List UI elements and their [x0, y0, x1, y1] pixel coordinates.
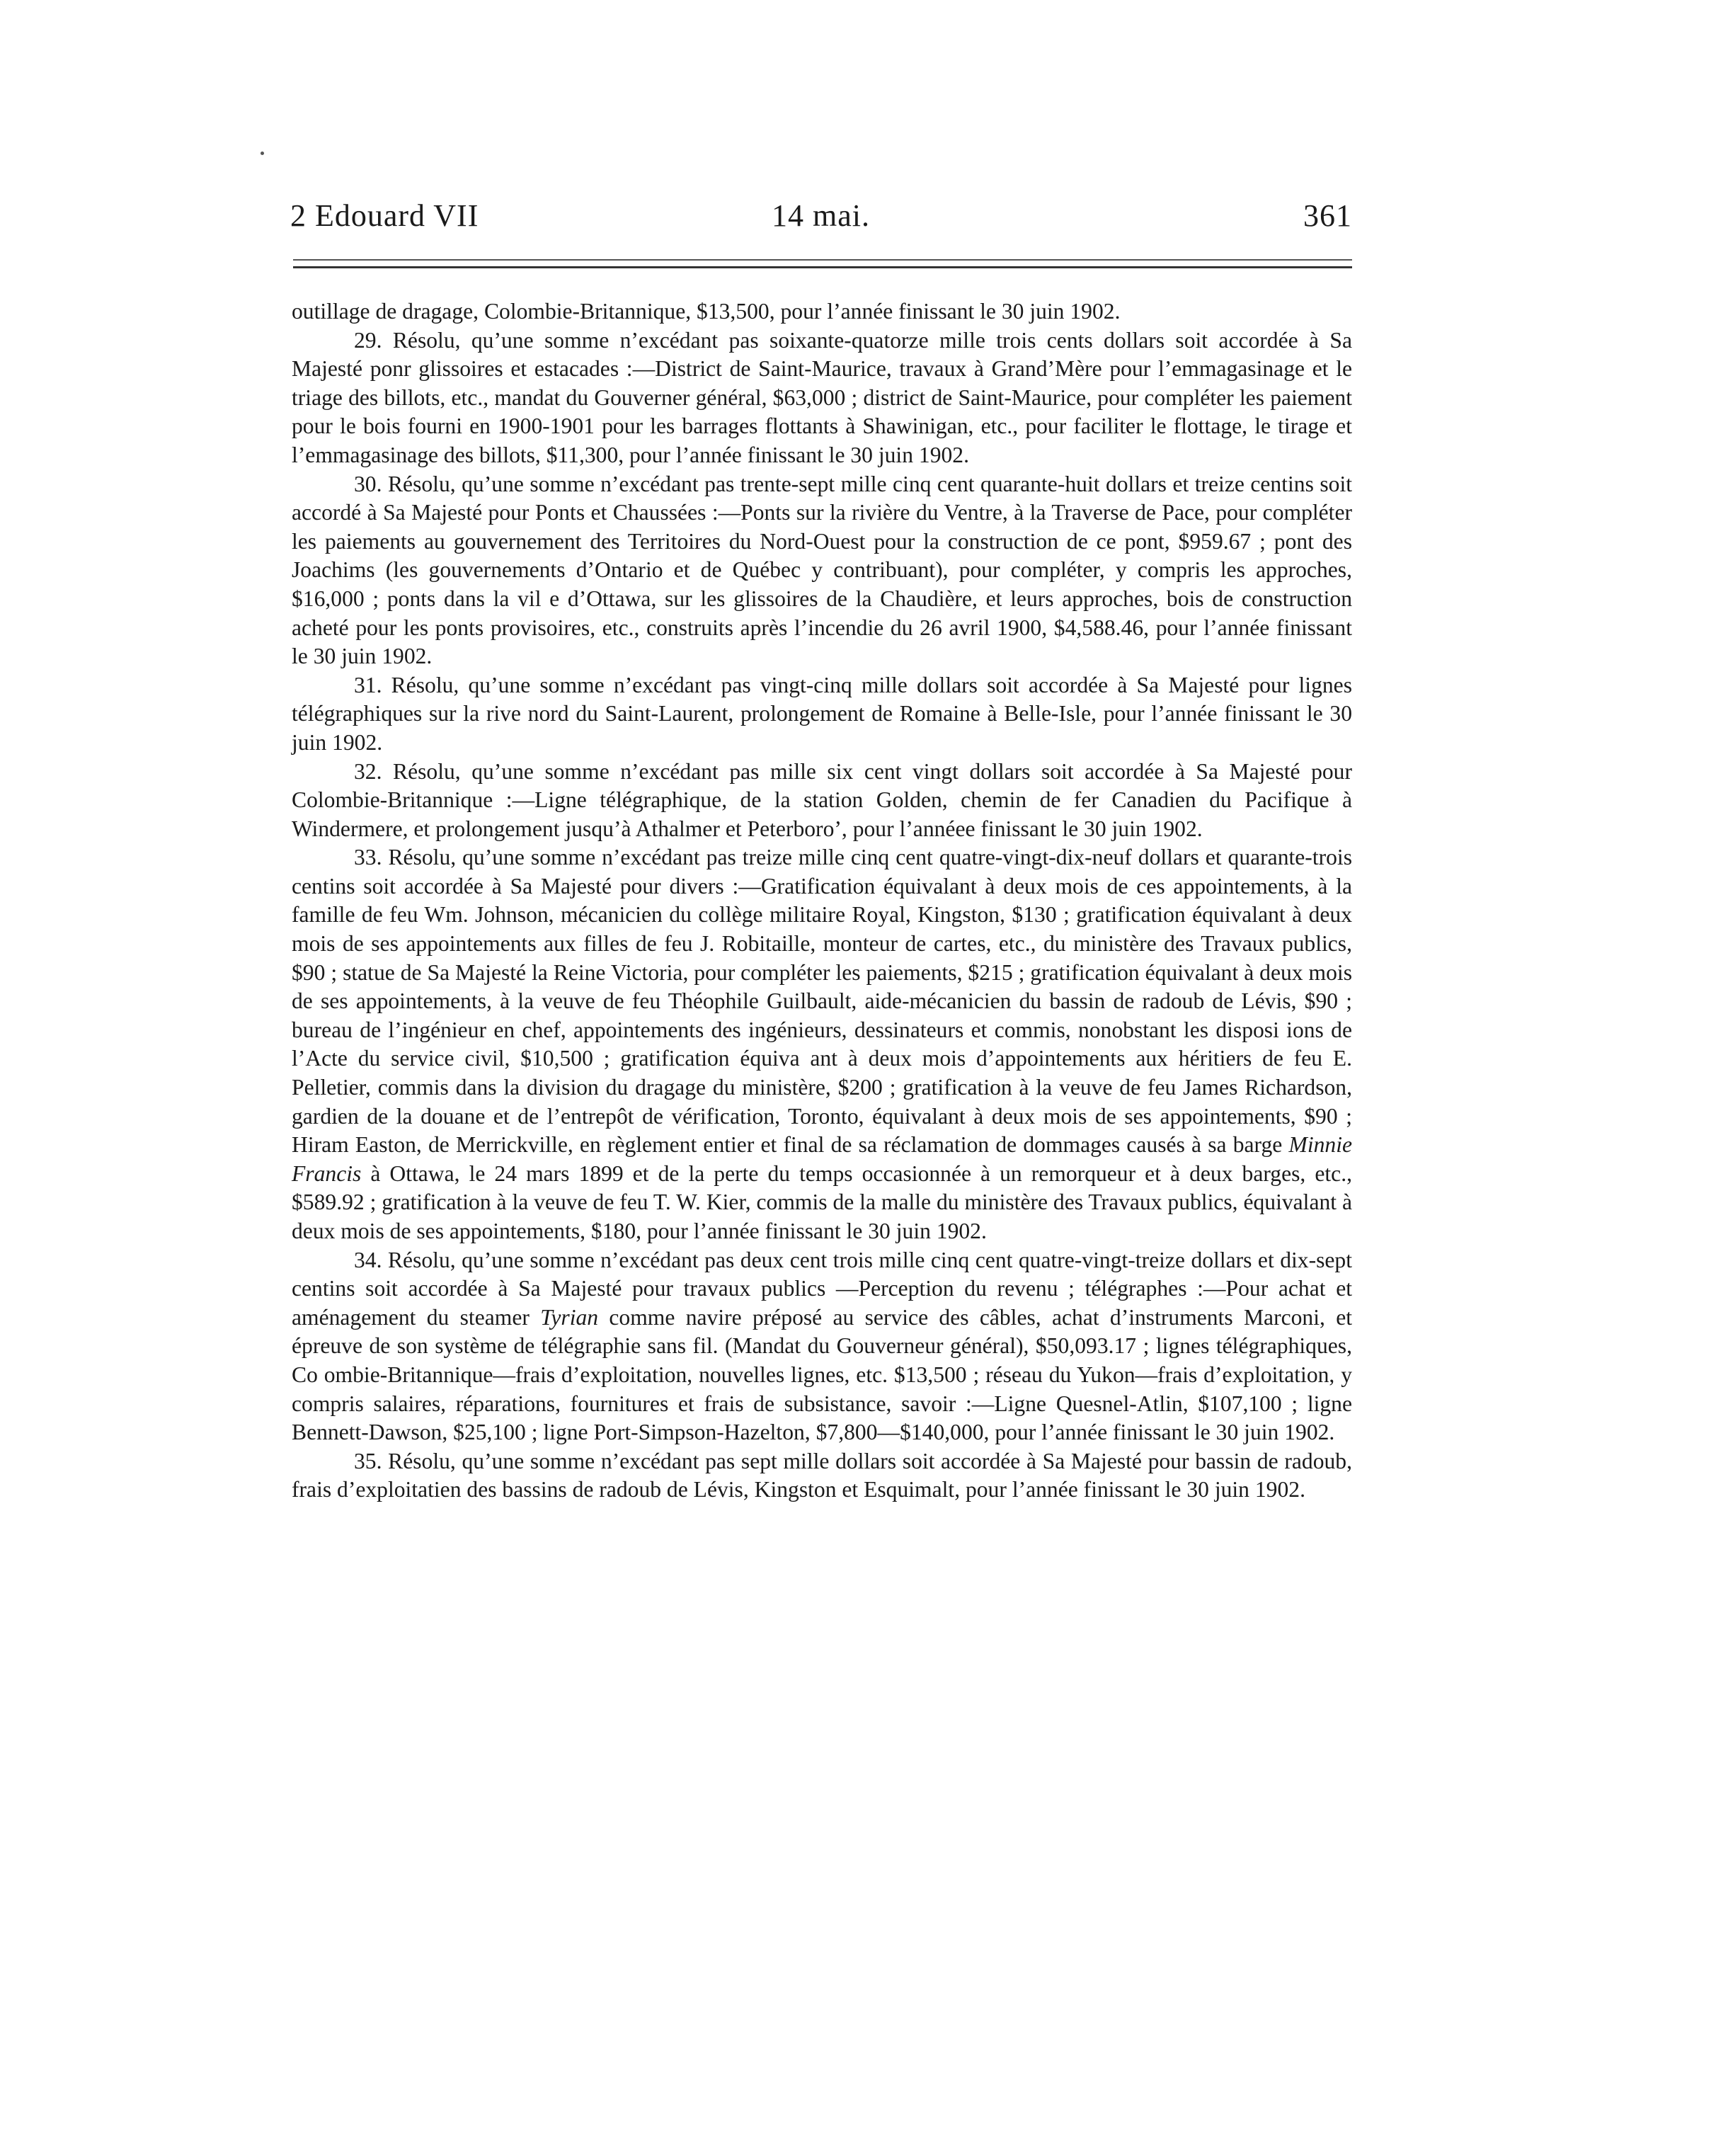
header-rule-thick: [293, 266, 1352, 268]
header-regnal-year: 2 Edouard VII: [290, 198, 479, 233]
vessel-name: Minnie Francis: [292, 1132, 1352, 1186]
resolution-30: 30. Résolu, qu’une somme n’excédant pas trente-sept mille cinq cent quarante-huit dollars et treize centins soit accordé à Sa Majesté pour Ponts et Chaussées :—Ponts sur la rivière du Ventre, à la Traverse de Pace, pour compléter les paiements au gouvernement des Territoires du Nord-Ouest pour la construction de ce pont, $959.67 ; pont des Joachims (les gouvernements d’Ontario et de Québec y contribuant), pour compléter, y compris les approches, $16,000 ; ponts dans la vil e d’Ottawa, sur les glissoires de la Chaudière, et leurs approches, bois de construction acheté pour les ponts provisoires, etc., construits après l’incendie du 26 avril 1900, $4,588.46, pour l’année finissant le 30 juin 1902.: [292, 471, 1352, 669]
resolution-32: 32. Résolu, qu’une somme n’excédant pas mille six cent vingt dollars soit accordée à Sa Majesté pour Colombie-Britannique :—Ligne télégraphique, de la station Golden, chemin de fer Canadien du Pacifique à Windermere, et prolongement jusqu’à Athalmer et Peterboro’, pour l’annéee finissant le 30 juin 1902.: [292, 758, 1352, 841]
header-date: 14 mai.: [772, 198, 870, 233]
vessel-name: Tyrian: [540, 1304, 599, 1330]
page-speck: [261, 152, 264, 155]
body-text: [292, 297, 1352, 1505]
page-number: 361: [1303, 198, 1352, 233]
resolution-29: 29. Résolu, qu’une somme n’excédant pas soixante-quatorze mille trois cents dollars soit accordée à Sa Majesté ponr glissoires et estacades :—District de Saint-Maurice, travaux à Grand’Mère pour l’emmagasinage et le triage des billots, etc., mandat du Gouverner général, $63,000 ; district de Saint-Maurice, pour compléter les paiement pour le bois fourni en 1900-1901 pour les barrages flottants à Shawinigan, etc., pour faciliter le flottage, le tirage et l’emmagasinage des billots, $11,300, pour l’année finissant le 30 juin 1902.: [292, 327, 1352, 467]
resolution-35: 35. Résolu, qu’une somme n’excédant pas sept mille dollars soit accordée à Sa Majesté pour bassin de radoub, frais d’exploitatien des bassins de radoub de Lévis, Kingston et Esquimalt, pour l’année finissant le 30 juin 1902.: [292, 1448, 1352, 1502]
resolution-31: 31. Résolu, qu’une somme n’excédant pas vingt-cinq mille dollars soit accordée à Sa Majesté pour lignes télégraphiques sur la rive nord du Saint-Laurent, prolongement de Romaine à Belle-Isle, pour l’année finissant le 30 juin 1902.: [292, 672, 1352, 755]
resolution-34: 34. Résolu, qu’une somme n’excédant pas deux cent trois mille cinq cent quatre-vingt-treize dollars et dix-sept centins soit accordée à Sa Majesté pour travaux publics —Perception du revenu ; télégraphes :—Pour achat et aménagement du steamer Tyrian comme navire préposé au service des câbles, achat d’instruments Marconi, et épreuve de son système de télégraphie sans fil. (Mandat du Gouverneur général), $50,093.17 ; lignes télégraphiques, Co ombie-Britannique—frais d’exploitation, nouvelles lignes, etc. $13,500 ; réseau du Yukon—frais d’exploitation, y compris salaires, réparations, fournitures et frais de subsistance, savoir :—Ligne Quesnel-Atlin, $107,100 ; ligne Bennett-Dawson, $25,100 ; ligne Port-Simpson-Hazelton, $7,800—$140,000, pour l’année finissant le 30 juin 1902.: [292, 1247, 1352, 1445]
paragraph-continuation: outillage de dragage, Colombie-Britannique, $13,500, pour l’année finissant le 30 juin 1902.: [292, 299, 1121, 324]
running-header: [290, 191, 1352, 241]
header-rule-thin: [293, 259, 1352, 261]
resolution-33: 33. Résolu, qu’une somme n’excédant pas treize mille cinq cent quatre-vingt-dix-neuf dollars et quarante-trois centins soit accordée à Sa Majesté pour divers :—Gratification équivalant à deux mois de ces appointements, à la famille de feu Wm. Johnson, mécanicien du collège militaire Royal, Kingston, $130 ; gratification équivalant à deux mois de ses appointements aux filles de feu J. Robitaille, monteur de cartes, etc., du ministère des Travaux publics, $90 ; statue de Sa Majesté la Reine Victoria, pour compléter les paiements, $215 ; gratification équivalant à deux mois de ses appointements, à la veuve de feu Théophile Guilbault, aide-mécanicien du bassin de radoub de Lévis, $90 ; bureau de l’ingénieur en chef, appointements des ingénieurs, dessinateurs et commis, nonobstant les disposi ions de l’Acte du service civil, $10,500 ; gratification équiva ant à deux mois d’appointements aux héritiers de feu E. Pelletier, commis dans la division du dragage du ministère, $200 ; gratification à la veuve de feu James Richardson, gardien de la douane et de l’entrepôt de vérification, Toronto, équivalant à deux mois de ses appointements, $90 ; Hiram Easton, de Merrickville, en règlement entier et final de sa réclamation de dommages causés à sa barge Minnie Francis à Ottawa, le 24 mars 1899 et de la perte du temps occasionnée à un remorqueur et à deux barges, etc., $589.92 ; gratification à la veuve de feu T. W. Kier, commis de la malle du ministère des Travaux publics, équivalant à deux mois de ses appointements, $180, pour l’année finissant le 30 juin 1902.: [292, 845, 1352, 1243]
